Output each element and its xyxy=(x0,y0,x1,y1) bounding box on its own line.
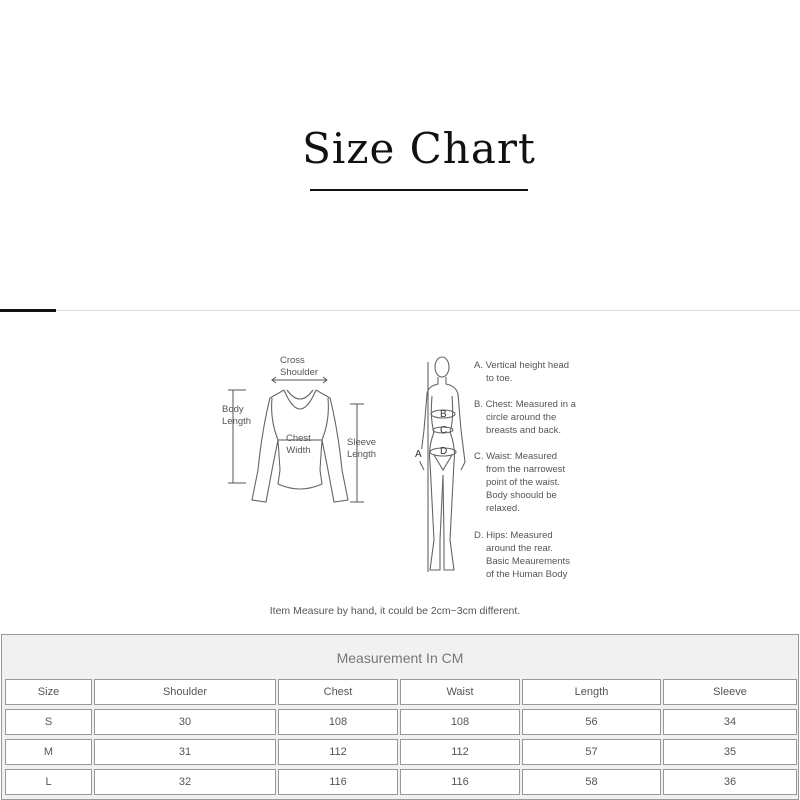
table-cell: 116 xyxy=(400,769,520,795)
size-table xyxy=(1,634,799,800)
table-caption: Measurement In CM xyxy=(336,650,464,666)
table-cell: L xyxy=(5,769,92,795)
table-cell: 108 xyxy=(400,709,520,735)
table-cell: 32 xyxy=(94,769,276,795)
table-cell: 57 xyxy=(522,739,661,765)
header-cell-chest: Chest xyxy=(278,679,398,705)
measure-note: Item Measure by hand, it could be 2cm~3cm different. xyxy=(269,605,521,617)
table-cell: 34 xyxy=(663,709,797,735)
header-cell-waist: Waist xyxy=(400,679,520,705)
table-cell: 56 xyxy=(522,709,661,735)
table-cell: 36 xyxy=(663,769,797,795)
table-cell: S xyxy=(5,709,92,735)
legend-a: A. Vertical height head to toe. xyxy=(474,360,570,384)
legend-d: D. Hips: Measured around the rear. Basic Meaurements of the Human Body xyxy=(474,530,570,580)
body-label-c: C xyxy=(440,425,448,436)
table-cell: M xyxy=(5,739,92,765)
cross-shoulder-label: Cross Shoulder xyxy=(280,355,319,378)
table-cell: 58 xyxy=(522,769,661,795)
chest-width-label: Chest Width xyxy=(286,433,311,456)
legend-c: C. Waist: Measured from the narrowest point of the waist. Body shoould be relaxed. xyxy=(474,451,566,514)
page-title: Size Chart xyxy=(302,124,536,173)
table-cell: 108 xyxy=(278,709,398,735)
body-label-d: D xyxy=(440,446,448,457)
table-cell: 35 xyxy=(663,739,797,765)
table-cell: 31 xyxy=(94,739,276,765)
legend-b: B. Chest: Measured in a circle around the breasts and back. xyxy=(474,399,576,436)
header-cell-shoulder: Shoulder xyxy=(94,679,276,705)
table-cell: 112 xyxy=(400,739,520,765)
table-cell: 30 xyxy=(94,709,276,735)
body-label-a: A xyxy=(415,449,422,460)
header-cell-length: Length xyxy=(522,679,661,705)
header-cell-sleeve: Sleeve xyxy=(663,679,797,705)
body-length-label: Body Length xyxy=(222,404,252,427)
body-label-b: B xyxy=(440,409,447,420)
sleeve-length-label: Sleeve Length xyxy=(347,437,377,460)
header-cell-size: Size xyxy=(5,679,92,705)
table-cell: 116 xyxy=(278,769,398,795)
table-cell: 112 xyxy=(278,739,398,765)
